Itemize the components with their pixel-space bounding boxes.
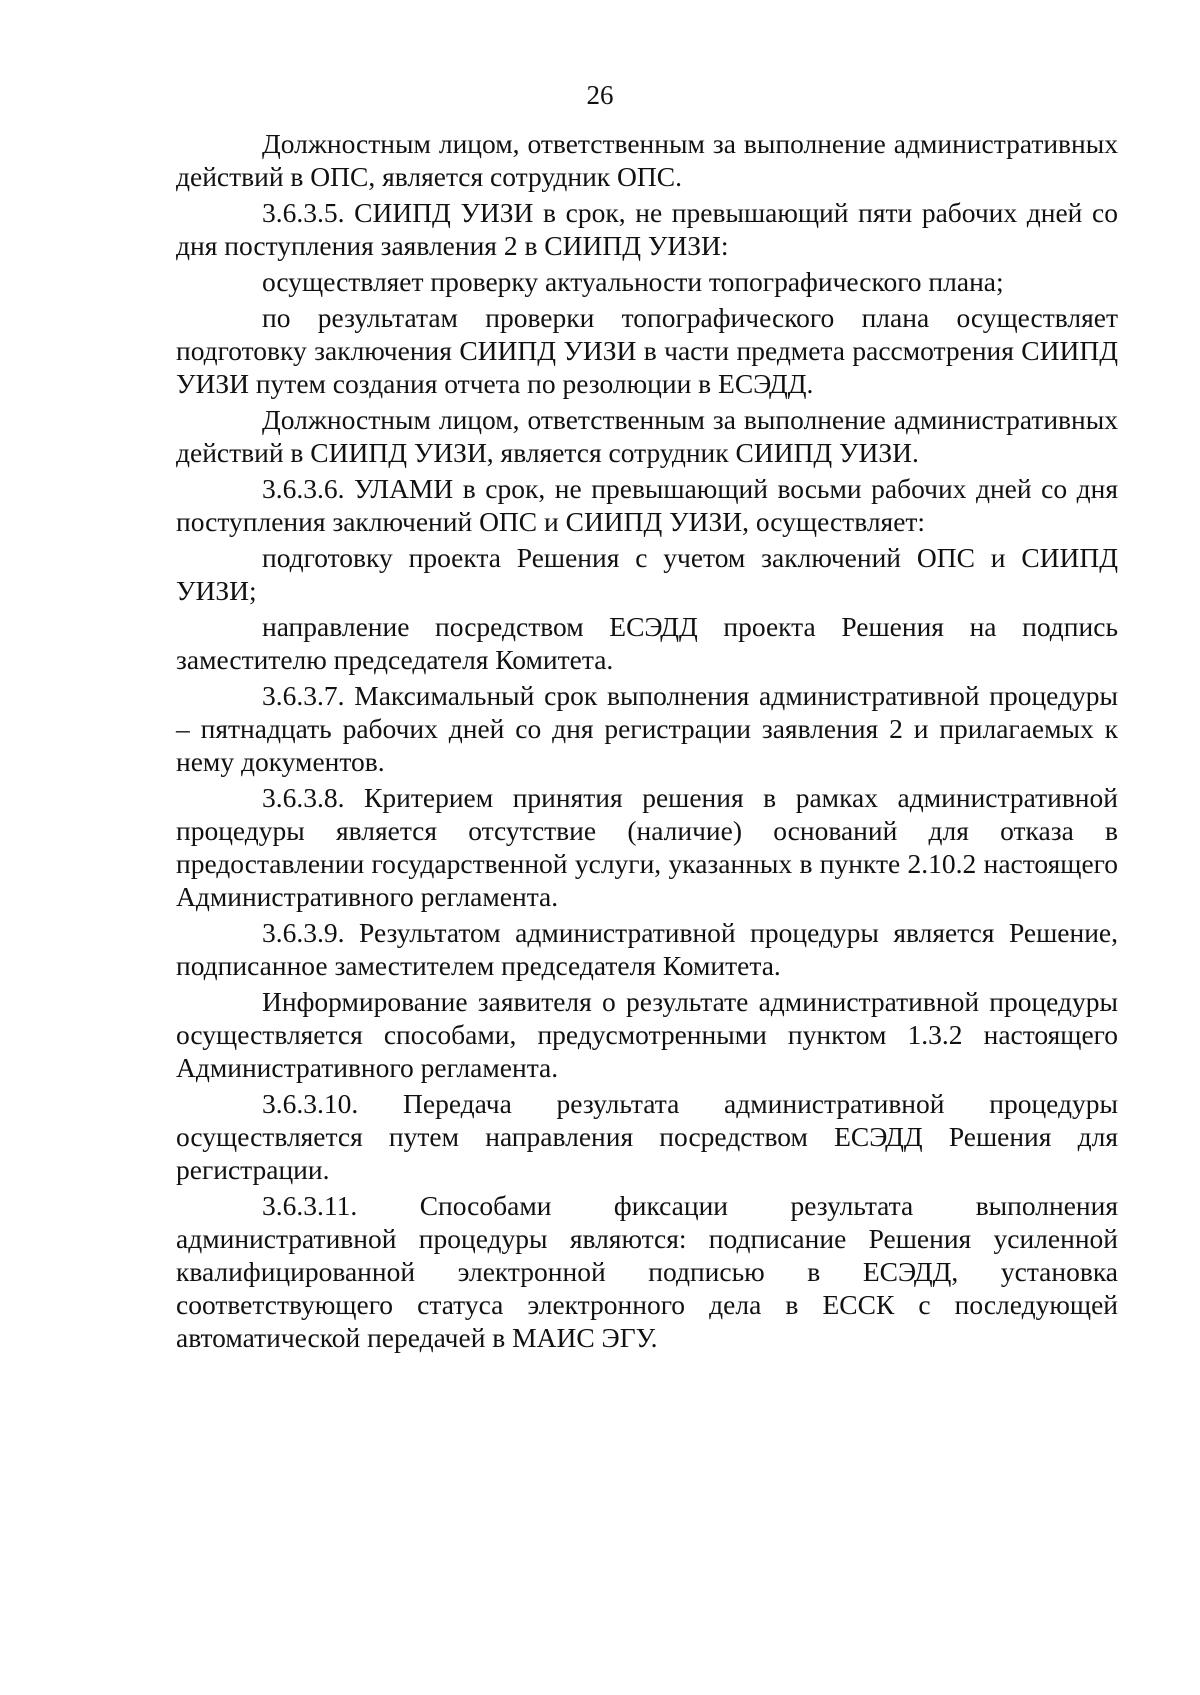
paragraph-3-6-3-6: 3.6.3.6. УЛАМИ в срок, не превышающий восьми рабочих дней со дня поступления заключений ОПС и СИИПД УИЗИ, осуществляет: xyxy=(176,473,1118,537)
paragraph-informing-applicant: Информирование заявителя о результате административной процедуры осуществляется способами, предусмотренными пунктом 1.3.2 настоящего Административного регламента. xyxy=(176,986,1118,1083)
paragraph-draft-decision: подготовку проекта Решения с учетом заключений ОПС и СИИПД УИЗИ; xyxy=(176,542,1118,606)
paragraph-conclusion-preparation: по результатам проверки топографического плана осуществляет подготовку заключения СИИПД УИЗИ в части предмета рассмотрения СИИПД УИЗИ путем создания отчета по резолюции в ЕСЭДД. xyxy=(176,302,1118,399)
paragraph-3-6-3-9: 3.6.3.9. Результатом административной процедуры является Решение, подписанное заместителем председателя Комитета. xyxy=(176,917,1118,981)
paragraph-responsible-siipd: Должностным лицом, ответственным за выполнение административных действий в СИИПД УИЗИ, является сотрудник СИИПД УИЗИ. xyxy=(176,404,1118,468)
page-number: 26 xyxy=(586,80,614,110)
paragraph-responsible-ops: Должностным лицом, ответственным за выполнение административных действий в ОПС, является сотрудник ОПС. xyxy=(176,128,1118,192)
paragraph-3-6-3-11: 3.6.3.11. Способами фиксации результата выполнения административной процедуры являются: подписание Решения усиленной квалифицированной электронной подписью в ЕСЭДД, установка соответствующего статуса электронного дела в ЕССК с последующей автоматической передачей в МАИС ЭГУ. xyxy=(176,1190,1118,1353)
paragraph-topographic-check: осуществляет проверку актуальности топографического плана; xyxy=(262,266,1004,297)
document-body xyxy=(176,127,1118,1357)
paragraph-3-6-3-10: 3.6.3.10. Передача результата административной процедуры осуществляется путем направления посредством ЕСЭДД Решения для регистрации. xyxy=(176,1088,1118,1185)
paragraph-3-6-3-8: 3.6.3.8. Критерием принятия решения в рамках административной процедуры является отсутствие (наличие) оснований для отказа в предоставлении государственной услуги, указанных в пункте 2.10.2 настоящего Административного регламента. xyxy=(176,782,1118,912)
paragraph-send-for-signature: направление посредством ЕСЭДД проекта Решения на подпись заместителю председателя Комитета. xyxy=(176,611,1118,675)
paragraph-3-6-3-7: 3.6.3.7. Максимальный срок выполнения административной процедуры – пятнадцать рабочих дней со дня регистрации заявления 2 и прилагаемых к нему документов. xyxy=(176,680,1118,777)
paragraph-3-6-3-5: 3.6.3.5. СИИПД УИЗИ в срок, не превышающий пяти рабочих дней со дня поступления заявления 2 в СИИПД УИЗИ: xyxy=(176,197,1118,261)
